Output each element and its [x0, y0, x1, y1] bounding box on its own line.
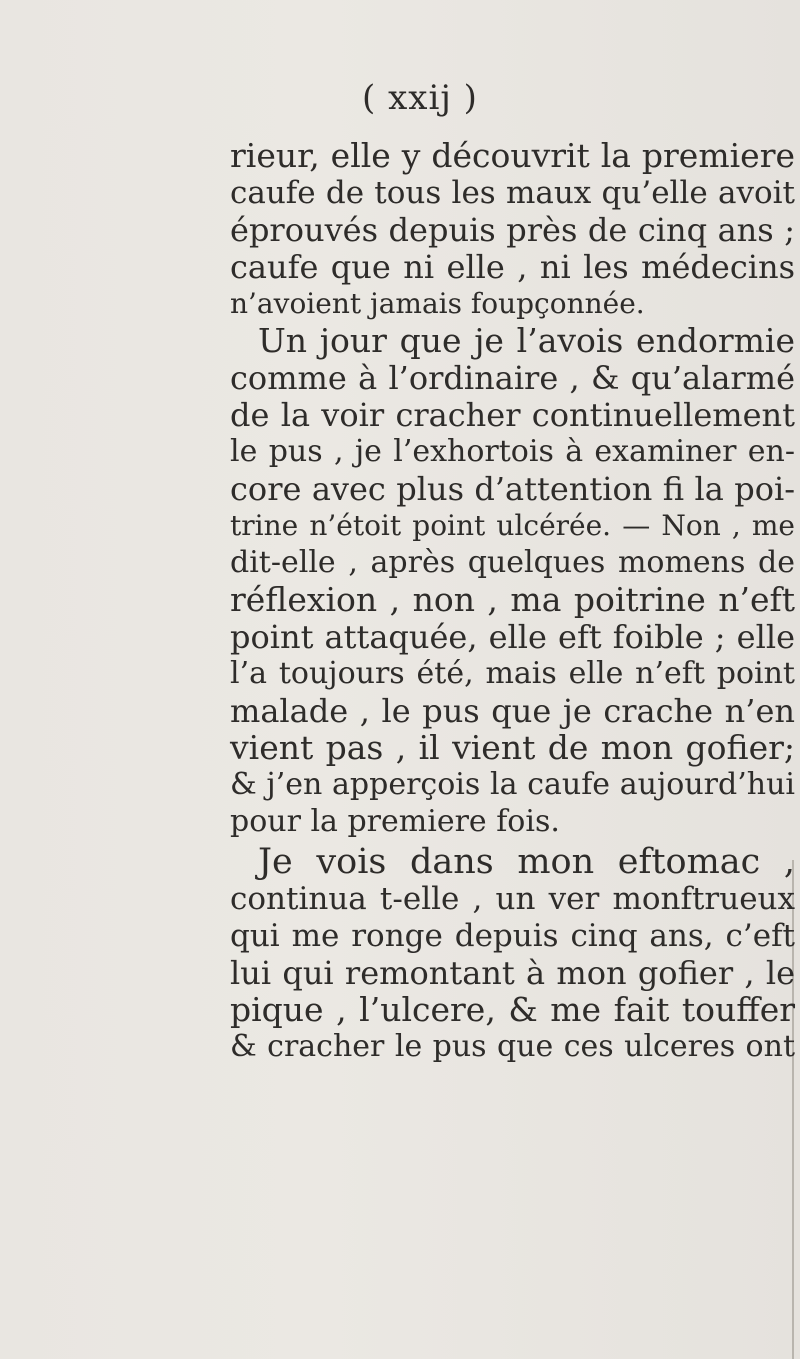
text-line-4: caufe que ni elle , ni les médecins — [230, 248, 795, 286]
text-line-3: éprouvés depuis près de cinq ans ; — [230, 211, 795, 249]
text-line-10: core avec plus d’attention fi la poi- — [230, 470, 795, 508]
text-line-23: lui qui remontant à mon gofier , le — [230, 954, 795, 992]
text-line-7: comme à l’ordinaire , & qu’alarmé — [230, 359, 795, 397]
text-line-15: l’a toujours été, mais elle n’eft point — [230, 656, 795, 691]
text-line-5: n’avoient jamais foupçonnée. — [230, 287, 645, 320]
text-line-24: pique , l’ulcere, & me fait touffer — [230, 990, 795, 1029]
text-line-21: continua t-elle , un ver monftrueux — [230, 881, 795, 917]
text-line-2: caufe de tous les maux qu’elle avoit — [230, 175, 795, 211]
text-line-18: & j’en apperçois la caufe aujourd’hui — [230, 767, 795, 802]
text-line-17: vient pas , il vient de mon gofier; — [230, 728, 795, 767]
text-line-13: réflexion , non , ma poitrine n’eft — [230, 580, 795, 619]
text-line-8: de la voir cracher continuellement — [230, 396, 795, 434]
text-line-6: Un jour que je l’avois endormie — [258, 321, 795, 360]
page-header: ( xxij ) — [362, 78, 478, 118]
text-line-12: dit-elle , après quelques momens de — [230, 545, 795, 580]
text-line-16: malade , le pus que je crache n’en — [230, 692, 795, 730]
text-line-19: pour la premiere fois. — [230, 804, 560, 839]
text-line-1: rieur, elle y découvrit la premiere — [230, 136, 795, 175]
text-line-9: le pus , je l’exhortois à examiner en- — [230, 434, 795, 469]
text-line-25: & cracher le pus que ces ulceres ont — [230, 1029, 795, 1064]
text-line-14: point attaquée, elle eft foible ; elle — [230, 618, 795, 656]
text-line-20: Je vois dans mon eftomac , — [258, 842, 795, 882]
text-line-22: qui me ronge depuis cinq ans, c’eft — [230, 918, 795, 954]
text-line-11: trine n’étoit point ulcérée. — Non , me — [230, 509, 795, 542]
